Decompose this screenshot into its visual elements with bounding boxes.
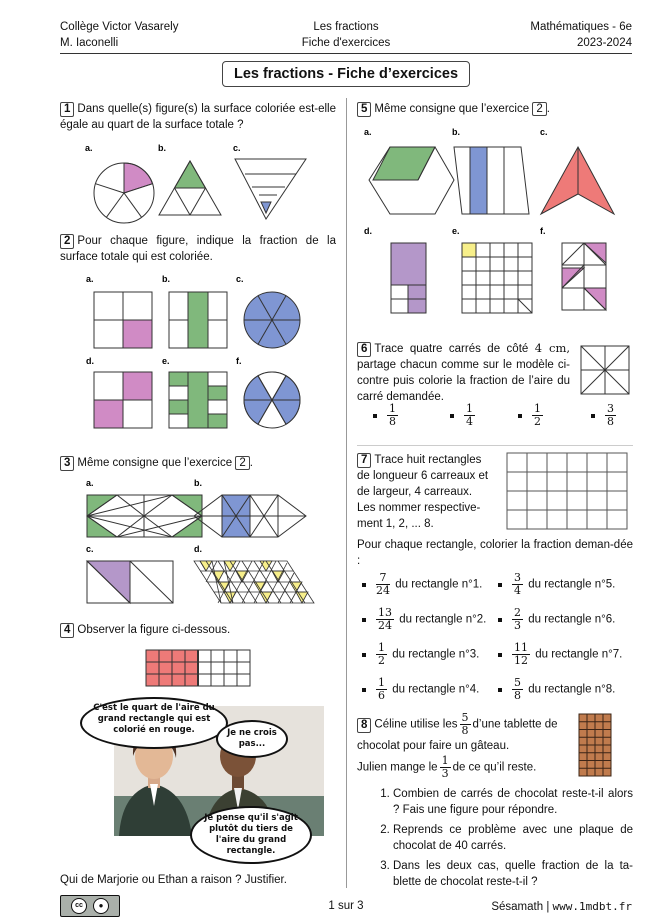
exercise-3-figures <box>82 479 332 609</box>
exercise-number: 7 <box>357 453 371 468</box>
label-a: a. <box>86 478 94 488</box>
exercise-reference: 2 <box>532 102 546 116</box>
exercise-text: Trace quatre carrés de côté <box>374 343 529 355</box>
header-subject: Mathématiques - 6e <box>530 21 632 33</box>
exercise-6-statement <box>357 340 570 405</box>
exercise-4-question: Qui de Marjorie ou Ethan a raison ? Justifier. <box>60 874 287 886</box>
exercise-3-statement <box>60 455 336 471</box>
header-teacher: M. Iaconelli <box>60 37 119 49</box>
fraction: $\frac{5}{8}$ <box>461 711 469 737</box>
footer-url[interactable]: www.1mdbt.fr <box>552 900 632 913</box>
label-e: e. <box>162 356 170 366</box>
figure-5a-hexagon <box>369 147 454 214</box>
page-number: 1 sur 3 <box>328 900 364 912</box>
figure-2b <box>169 292 227 348</box>
list-item: $\frac{3}{4}$ du rectangle n°5. <box>498 572 615 597</box>
model-square <box>580 345 630 395</box>
speech-bubble-ethan: Je ne crois pas... <box>216 720 288 758</box>
figure-3b <box>194 495 306 537</box>
fraction: $\frac{1}{4}$ <box>466 402 473 428</box>
exercise-text: Céline utilise les <box>374 718 458 731</box>
label-f: f. <box>236 356 242 366</box>
fraction: $\frac{1}{2}$ <box>534 402 541 428</box>
exercise-7-instruction: Pour chaque rectangle, colorier la fraction deman-dée : <box>357 539 633 567</box>
exercise-number: 1 <box>60 102 74 117</box>
figure-5d <box>391 243 426 313</box>
chocolate-bar <box>578 713 612 777</box>
label-c: c. <box>86 544 94 554</box>
exercise-6-fractions <box>373 403 633 433</box>
label-c: c. <box>233 143 241 153</box>
exercise-text: Pour chaque figure, indique la fraction de la surface totale qui est coloriée. <box>60 235 336 263</box>
exercise-text: Dans quelle(s) figure(s) la surface coloriée est-elle égale au quart de la surface totale ? <box>60 103 336 131</box>
label-d: d. <box>86 356 94 366</box>
figure-1a-circle <box>94 163 154 223</box>
exercise-text: de ce qu’il reste. <box>452 761 537 774</box>
figure-2f <box>244 372 300 428</box>
cc-icon: cc <box>71 898 87 914</box>
figure-1c-inverted-triangle <box>235 159 306 219</box>
label-a: a. <box>85 143 93 153</box>
figure-3a <box>87 495 202 537</box>
fraction-item <box>518 403 545 428</box>
exercise-reference: 2 <box>235 456 249 470</box>
side-length: 4 cm, <box>534 341 570 355</box>
exercise-number: 4 <box>60 623 74 638</box>
punctuation: . <box>249 457 253 469</box>
label-b: b. <box>162 274 170 284</box>
exercise-7-statement <box>357 452 493 532</box>
list-item: $\frac{11}{12}$ du rectangle n°7. <box>498 642 622 667</box>
figure-5e-grid <box>462 243 532 313</box>
fraction: $\frac{3}{8}$ <box>607 402 614 428</box>
label-f: f. <box>540 226 546 236</box>
figure-3d <box>194 561 314 603</box>
label-a: a. <box>86 274 94 284</box>
exercise-text: Même consigne que l’exercice <box>77 457 233 469</box>
list-item: $\frac{1}{6}$ du rectangle n°4. <box>362 677 479 702</box>
exercise-1-figures <box>80 143 320 225</box>
label-e: e. <box>452 226 460 236</box>
label-b: b. <box>452 127 460 137</box>
footer-source: Sésamath | www.1mdbt.fr <box>491 900 632 913</box>
list-item: $\frac{7}{24}$ du rectangle n°1. <box>362 572 482 597</box>
fraction: $\frac{1}{8}$ <box>389 402 396 428</box>
exercise-5-statement <box>357 101 632 117</box>
column-divider <box>346 98 347 888</box>
figure-2c <box>244 292 300 348</box>
fraction: $\frac{1}{3}$ <box>441 754 449 780</box>
exercise-4-statement <box>60 622 336 638</box>
header-rule <box>60 53 632 54</box>
punctuation: . <box>546 103 550 115</box>
exercise-text: Trace huit rectangles de longueur 6 carreaux et de largeur, 4 carreaux. Les nommer respective-ment 1, 2, ... 8. <box>357 454 489 530</box>
exercise-1-statement <box>60 101 336 133</box>
fraction-item <box>591 403 618 428</box>
figure-2d <box>94 372 152 428</box>
header-school: Collège Victor Vasarely <box>60 21 179 33</box>
speech-bubble-marjorie: C'est le quart de l'aire du grand rectangle qui est colorié en rouge. <box>80 697 228 749</box>
header-topic: Les fractions <box>313 21 379 33</box>
exercise-number: 8 <box>357 718 371 733</box>
question-1: 1. Combien de carrés de chocolat reste-t-il alors ? Fais une figure pour répondre. <box>393 786 633 818</box>
exercise-5-figures <box>364 128 634 328</box>
by-icon: ● <box>93 898 109 914</box>
figure-2e <box>169 372 227 428</box>
exercise-4-rectangle <box>146 650 252 690</box>
exercise-number: 6 <box>357 342 371 357</box>
exercise-text: Observer la figure ci-dessous. <box>77 624 231 636</box>
source-name: Sésamath <box>491 901 544 913</box>
exercise-8-statement <box>357 712 572 780</box>
exercise-2-statement <box>60 233 336 265</box>
exercise-number: 2 <box>60 234 74 249</box>
question-2: 2. Reprends ce problème avec une plaque de chocolat de 40 carrés. <box>393 822 633 854</box>
separator <box>357 445 633 446</box>
speech-bubble-third: Je pense qu'il s'agit plutôt du tiers de l'aire du grand rectangle. <box>190 806 312 864</box>
list-item: $\frac{13}{24}$ du rectangle n°2. <box>362 607 486 632</box>
exercise-text: Même consigne que l’exercice <box>374 103 530 115</box>
exercise-text: d’une tablette de chocolat pour faire un gâteau. <box>357 718 558 752</box>
figure-1b-triangle <box>159 161 221 215</box>
label-c: c. <box>540 127 548 137</box>
question-3: 3. Dans les deux cas, quelle fraction de la ta-blette de chocolat reste-t-il ? <box>393 858 633 890</box>
list-item: $\frac{5}{8}$ du rectangle n°8. <box>498 677 615 702</box>
cc-license-badge[interactable] <box>60 895 120 917</box>
exercise-7-list <box>362 572 634 712</box>
exercise-text: Julien mange le <box>357 761 438 774</box>
fraction-item <box>450 403 477 428</box>
page-title: Les fractions - Fiche d’exercices <box>222 61 470 87</box>
label-c: c. <box>236 274 244 284</box>
figure-5f <box>562 243 606 310</box>
label-d: d. <box>194 544 202 554</box>
rectangle-grid-model <box>506 452 630 532</box>
label-a: a. <box>364 127 372 137</box>
figure-5c-arrow <box>541 147 614 214</box>
figure-5b-trapezoid <box>454 147 529 214</box>
label-b: b. <box>158 143 166 153</box>
header-year: 2023-2024 <box>577 37 632 49</box>
exercise-2-figures <box>82 274 322 434</box>
list-item: $\frac{2}{3}$ du rectangle n°6. <box>498 607 615 632</box>
fraction-item <box>373 403 400 428</box>
exercise-number: 5 <box>357 102 371 117</box>
label-b: b. <box>194 478 202 488</box>
figure-2a <box>94 292 152 348</box>
exercise-8-questions <box>373 786 633 894</box>
list-item: $\frac{1}{2}$ du rectangle n°3. <box>362 642 479 667</box>
exercise-text: partage chacun comme sur le modèle ci-contre puis colorie la fraction de l’aire du carré demandée. <box>357 359 570 403</box>
figure-3c <box>87 561 173 603</box>
exercise-number: 3 <box>60 456 74 471</box>
header-subtitle: Fiche d'exercices <box>301 37 391 49</box>
label-d: d. <box>364 226 372 236</box>
